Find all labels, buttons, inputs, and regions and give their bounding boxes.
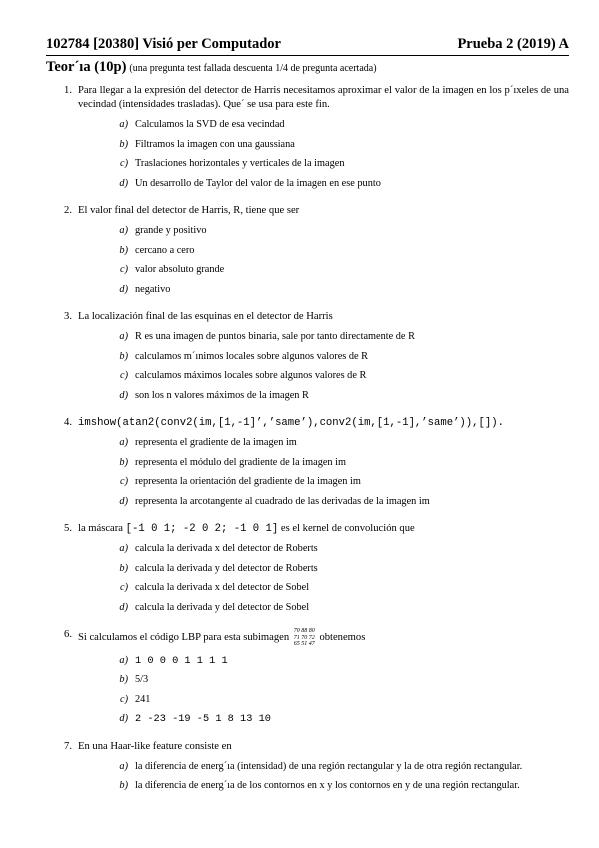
option-text: la diferencia de energ´ıa (intensidad) de una región rectangular y la de otra región rectangular. [135,760,523,772]
question-text-a: la máscara [78,523,126,534]
option-d[interactable] [78,389,569,403]
option-b[interactable] [78,350,569,364]
subimage-row: 71 70 72 [293,634,315,641]
option-b[interactable] [78,456,569,470]
option-text: R es una imagen de puntos binaria, sale por tanto directamente de R [135,331,415,342]
option-d[interactable] [78,712,569,726]
option-a[interactable] [78,118,569,132]
question-4 [46,416,569,514]
option-text: calcula la derivada x del detector de Roberts [135,543,318,554]
option-list [78,224,569,297]
option-d[interactable] [78,283,569,297]
option-letter: c) [120,264,128,275]
question-2 [46,204,569,302]
option-list [78,118,569,191]
option-text: Filtramos la imagen con una gaussiana [135,138,295,150]
option-text: valor absoluto grande [135,264,225,275]
option-text: la diferencia de energ´ıa de los contornos en x y los contornos en y de una región rectangular. [135,780,520,791]
option-text: representa el gradiente de la imagen im [135,437,297,448]
question-number: 1. [64,85,72,96]
question-body [78,310,569,408]
option-c[interactable] [78,693,569,707]
question-number: 4. [64,417,72,428]
option-letter: a) [119,543,128,554]
option-letter: c) [120,582,128,593]
option-text: son los n valores máximos de la imagen R [135,389,309,401]
option-letter: d) [119,601,128,613]
question-5 [46,522,569,620]
option-c[interactable] [78,475,569,489]
option-list [78,436,569,509]
option-letter: d) [119,177,128,189]
option-c[interactable] [78,581,569,595]
option-letter: b) [119,562,128,574]
option-b[interactable] [78,562,569,576]
question-text: Para llegar a la expresión del detector de Harris necesitamos aproximar el valor de la imagen en los p´ıxeles de una vecindad (intensidades trasladas). Que´ se usa para este fin. [78,85,569,110]
option-text: grande y positivo [135,225,207,236]
option-text: Calculamos la SVD de esa vecindad [135,119,285,130]
option-letter: b) [119,780,128,791]
question-6 [46,628,569,732]
option-letter: a) [119,225,128,236]
option-letter: a) [119,331,128,342]
option-letter: a) [119,437,128,448]
option-letter: b) [119,244,128,256]
option-letter: d) [119,495,128,507]
option-b[interactable] [78,673,569,687]
option-letter: c) [120,476,128,487]
exam-title: Prueba 2 (2019) A [457,36,569,52]
option-letter: b) [119,674,128,685]
option-text: Traslaciones horizontales y verticales de la imagen [135,158,345,169]
question-body [78,416,569,514]
option-letter: d) [119,389,128,401]
section-note: (una pregunta test fallada descuenta 1/4 de pregunta acertada) [129,63,377,74]
option-letter: a) [119,654,128,666]
question-number: 5. [64,523,72,534]
section-title: Teor´ıa (10p) [46,59,127,75]
question-body [78,84,569,196]
option-b[interactable] [78,138,569,152]
question-7 [46,740,569,799]
option-letter: d) [119,713,128,724]
option-letter: b) [119,350,128,362]
option-text: calcula la derivada y del detector de Sobel [135,601,310,613]
question-number: 7. [64,740,72,752]
page-header [46,36,569,56]
option-text: 1 0 0 0 1 1 1 1 [135,654,228,667]
question-text: El valor final del detector de Harris, R, tiene que ser [78,205,300,216]
option-c[interactable] [78,157,569,171]
option-b[interactable] [78,779,569,793]
option-c[interactable] [78,369,569,383]
option-d[interactable] [78,177,569,191]
option-list [78,654,569,727]
subimage-row: 70 88 80 [293,628,315,634]
question-text: En una Haar-like feature consiste en [78,740,232,752]
question-3 [46,310,569,408]
question-text [78,522,569,536]
question-text-a: Si calculamos el código LBP para esta subimagen [78,632,292,644]
option-letter: c) [120,693,128,705]
option-text: calculamos máximos locales sobre algunos valores de R [135,370,367,381]
option-a[interactable] [78,654,569,668]
option-letter: c) [120,370,128,381]
question-1 [46,84,569,196]
mask-matrix: [-1 0 1; -2 0 2; -1 0 1] [125,523,279,535]
option-letter: a) [119,760,128,772]
option-letter: a) [119,119,128,130]
question-text-b: obtenemos [316,632,366,644]
option-list [78,330,569,403]
option-text: Un desarrollo de Taylor del valor de la imagen en ese punto [135,177,381,189]
option-list [78,760,569,794]
subimage-row: 65 51 47 [293,641,315,647]
option-text: negativo [135,283,171,295]
option-letter: b) [119,138,128,150]
option-a[interactable] [78,542,569,556]
question-text-b: es el kernel de convolución que [278,523,415,534]
question-body [78,522,569,620]
option-text: calcula la derivada x del detector de Sobel [135,582,310,593]
option-list [78,542,569,615]
question-body [78,740,569,799]
option-text: 241 [135,693,151,705]
question-list [46,84,569,799]
option-letter: b) [119,456,128,468]
question-text: La localización final de las esquinas en el detector de Harris [78,311,333,322]
question-body [78,628,569,732]
option-text: 5/3 [135,674,149,685]
option-d[interactable] [78,495,569,509]
question-text: imshow(atan2(conv2(im,[1,-1]’,’same’),conv2(im,[1,-1],’same’)),[]). [78,417,504,429]
option-a[interactable] [78,224,569,238]
option-a[interactable] [78,760,569,774]
option-text: representa la arcotangente al cuadrado de las derivadas de la imagen im [135,495,430,507]
option-letter: c) [120,158,128,169]
option-letter: d) [119,283,128,295]
question-number: 3. [64,311,72,322]
option-text: representa el módulo del gradiente de la imagen im [135,456,347,468]
option-b[interactable] [78,244,569,258]
option-text: representa la orientación del gradiente de la imagen im [135,476,361,487]
option-a[interactable] [78,330,569,344]
option-text: calcula la derivada y del detector de Roberts [135,562,318,574]
option-text: 2 -23 -19 -5 1 8 13 10 [135,713,271,725]
question-text [78,628,569,648]
question-number: 2. [64,205,72,216]
option-c[interactable] [78,263,569,277]
course-title: 102784 [20380] Visió per Computador [46,36,281,52]
subimage-matrix [294,628,315,648]
question-number: 6. [64,629,72,640]
option-d[interactable] [78,601,569,615]
option-a[interactable] [78,436,569,450]
question-body [78,204,569,302]
section-heading [46,59,569,76]
option-text: cercano a cero [135,244,195,256]
option-text: calculamos m´ınimos locales sobre algunos valores de R [135,350,369,362]
